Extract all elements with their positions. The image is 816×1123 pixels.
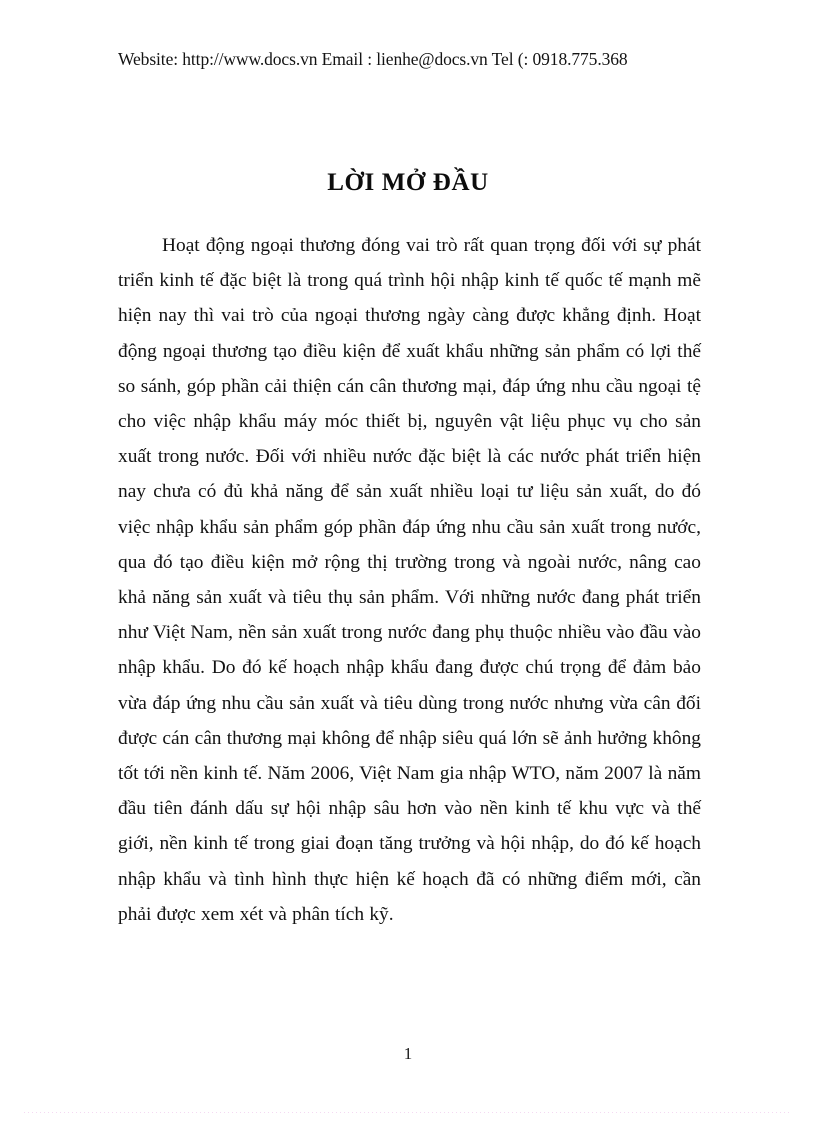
body-text-block [118,228,701,932]
running-header: Website: http://www.docs.vn Email : lienhe@docs.vn Tel (: 0918.775.368 [118,49,628,69]
scan-edge-artifact [24,1112,792,1113]
intro-paragraph: Hoạt động ngoại thương đóng vai trò rất quan trọng đối với sự phát triển kinh tế đặc biệt là trong quá trình hội nhập kinh tế quốc tế mạnh mẽ hiện nay thì vai trò của ngoại thương ngày càng được khẳng định. Hoạt động ngoại thương tạo điều kiện để xuất khẩu những sản phẩm có lợi thế so sánh, góp phần cải thiện cán cân thương mại, đáp ứng nhu cầu ngoại tệ cho việc nhập khẩu máy móc thiết bị, nguyên vật liệu phục vụ cho sản xuất trong nước. Đối với nhiều nước đặc biệt là các nước phát triển hiện nay chưa có đủ khả năng để sản xuất nhiều loại tư liệu sản xuất, do đó việc nhập khẩu sản phẩm góp phần đáp ứng nhu cầu sản xuất trong nước, qua đó tạo điều kiện mở rộng thị trường trong và ngoài nước, nâng cao khả năng sản xuất và tiêu thụ sản phẩm. Với những nước đang phát triển như Việt Nam, nền sản xuất trong nước đang phụ thuộc nhiều vào đầu vào nhập khẩu. Do đó kế hoạch nhập khẩu đang được chú trọng để đảm bảo vừa đáp ứng nhu cầu sản xuất và tiêu dùng trong nước nhưng vừa cân đối được cán cân thương mại không để nhập siêu quá lớn sẽ ảnh hưởng không tốt tới nền kinh tế. Năm 2006, Việt Nam gia nhập WTO, năm 2007 là năm đầu tiên đánh dấu sự hội nhập sâu hơn vào nền kinh tế khu vực và thế giới, nền kinh tế trong giai đoạn tăng trưởng và hội nhập, do đó kế hoạch nhập khẩu và tình hình thực hiện kế hoạch đã có những điểm mới, cần phải được xem xét và phân tích kỹ. [118,235,701,925]
page-title: LỜI MỞ ĐẦU [327,168,489,196]
page-number: 1 [403,1044,413,1063]
